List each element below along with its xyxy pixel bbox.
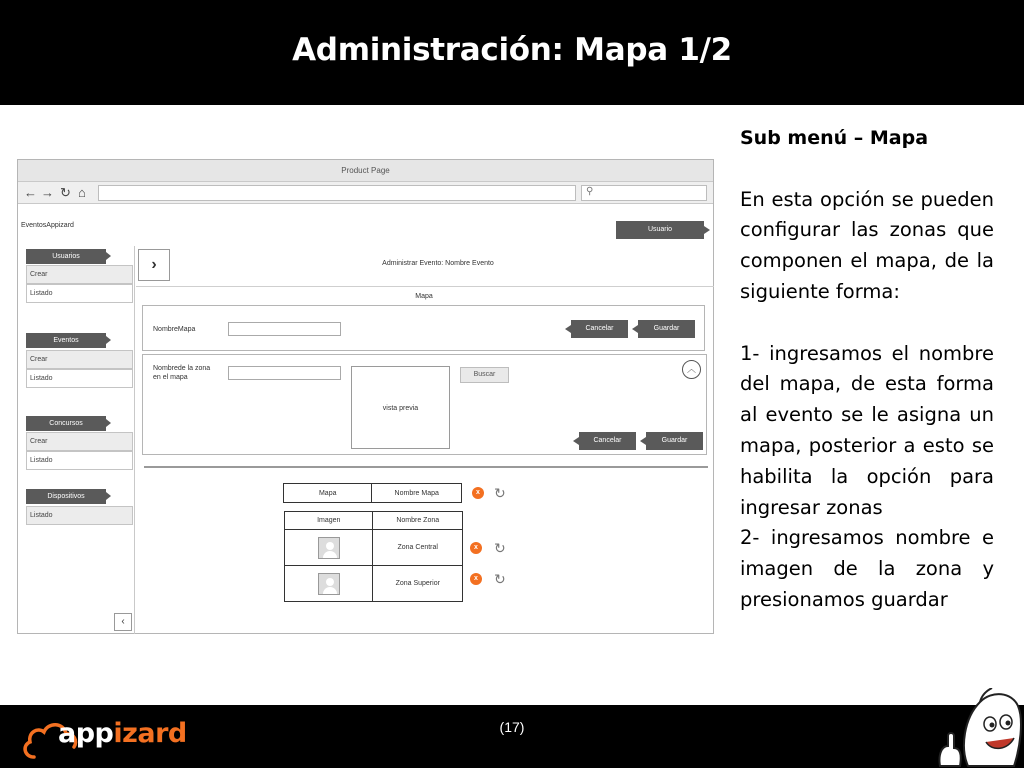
sidebar-item-dispositivos-listado[interactable]: Listado	[26, 506, 133, 525]
description-title: Sub menú – Mapa	[740, 127, 929, 149]
table-row	[285, 530, 463, 566]
description-step-1: 1- ingresamos el nombre del mapa, de esta forma al evento se le asigna un mapa, posterior a esto se habilita la opción para ingresar zonas	[740, 341, 994, 519]
zone-table	[284, 511, 463, 602]
map-table-col-nombre: Nombre Mapa	[372, 484, 462, 503]
logo-text	[58, 718, 187, 749]
home-icon[interactable]: ⌂	[78, 185, 86, 200]
zone-name-label-line2: en el mapa	[153, 374, 188, 381]
brand-name: EventosAppizard	[21, 222, 74, 229]
map-name-input[interactable]	[228, 322, 341, 336]
table-row	[285, 566, 463, 602]
sidebar-divider	[134, 246, 135, 634]
refresh-icon[interactable]: ↻	[494, 540, 506, 556]
sidebar-item-concursos-crear[interactable]: Crear	[26, 432, 133, 451]
back-arrow-icon[interactable]: ←	[24, 185, 37, 200]
search-image-button[interactable]: Buscar	[460, 367, 509, 383]
expand-chevron-button[interactable]: ›	[138, 249, 170, 281]
map-section-label: Mapa	[415, 293, 433, 300]
sidebar-section-dispositivos[interactable]: Dispositivos	[26, 489, 106, 504]
slide-title: Administración: Mapa 1/2	[292, 32, 732, 68]
search-icon: ⚲	[586, 186, 594, 197]
refresh-icon[interactable]: ↻	[494, 571, 506, 587]
divider	[136, 286, 714, 287]
divider	[144, 466, 708, 468]
description-panel	[740, 123, 994, 616]
user-placeholder-icon	[318, 537, 340, 559]
sidebar-section-eventos[interactable]: Eventos	[26, 333, 106, 348]
sidebar-item-concursos-listado[interactable]: Listado	[26, 451, 133, 470]
map-form-panel	[142, 305, 705, 351]
main-title: Administrar Evento: Nombre Evento	[382, 260, 494, 267]
map-table	[283, 483, 462, 503]
zone-image-cell	[285, 566, 373, 602]
image-preview: vista previa	[351, 366, 450, 449]
zone-image-cell	[285, 530, 373, 566]
zone-name-input[interactable]	[228, 366, 341, 380]
map-save-button[interactable]: Guardar	[638, 320, 695, 338]
url-bar[interactable]	[98, 185, 576, 201]
delete-icon[interactable]: x	[470, 573, 482, 585]
zone-name-cell: Zona Central	[373, 530, 463, 566]
sidebar-item-usuarios-listado[interactable]: Listado	[26, 284, 133, 303]
window-title: Product Page	[18, 160, 713, 182]
page-number: (17)	[499, 719, 525, 735]
description-intro: En esta opción se pueden configurar las zonas que componen el mapa, de la siguiente forma:	[740, 187, 994, 303]
mascot-icon	[930, 688, 1024, 768]
zone-name-label-line1: Nombrede la zona	[153, 365, 211, 372]
sidebar-section-concursos[interactable]: Concursos	[26, 416, 106, 431]
zone-name-cell: Zona Superior	[373, 566, 463, 602]
forward-arrow-icon[interactable]: →	[41, 185, 54, 200]
logo-text-accent: izard	[113, 718, 187, 749]
logo-text-prefix: app	[58, 718, 114, 749]
zone-save-button[interactable]: Guardar	[646, 432, 703, 450]
zone-name-label	[153, 364, 210, 382]
browser-search-bar[interactable]	[581, 185, 707, 201]
browser-toolbar	[18, 182, 713, 204]
map-name-label: NombreMapa	[153, 326, 196, 333]
user-button[interactable]: Usuario	[616, 221, 704, 239]
collapse-up-icon[interactable]: ︿	[682, 360, 701, 379]
slide-footer	[0, 705, 1024, 768]
sidebar-item-eventos-listado[interactable]: Listado	[26, 369, 133, 388]
map-table-col-mapa: Mapa	[284, 484, 372, 503]
slide-header	[0, 0, 1024, 105]
map-cancel-button[interactable]: Cancelar	[571, 320, 628, 338]
appizard-logo	[20, 705, 187, 768]
sidebar-item-usuarios-crear[interactable]: Crear	[26, 265, 133, 284]
zone-table-col-nombre: Nombre Zona	[373, 512, 463, 530]
zone-cancel-button[interactable]: Cancelar	[579, 432, 636, 450]
user-placeholder-icon	[318, 573, 340, 595]
delete-icon[interactable]: x	[470, 542, 482, 554]
refresh-icon[interactable]: ↻	[494, 485, 506, 501]
sidebar-item-eventos-crear[interactable]: Crear	[26, 350, 133, 369]
delete-icon[interactable]: x	[472, 487, 484, 499]
reload-icon[interactable]: ↻	[60, 185, 71, 200]
wireframe-mockup	[17, 159, 714, 634]
description-step-2: 2- ingresamos nombre e imagen de la zona y presionamos guardar	[740, 526, 994, 611]
sidebar-section-usuarios[interactable]: Usuarios	[26, 249, 106, 264]
sidebar-collapse-button[interactable]: ‹	[114, 613, 132, 631]
zone-table-col-imagen: Imagen	[285, 512, 373, 530]
